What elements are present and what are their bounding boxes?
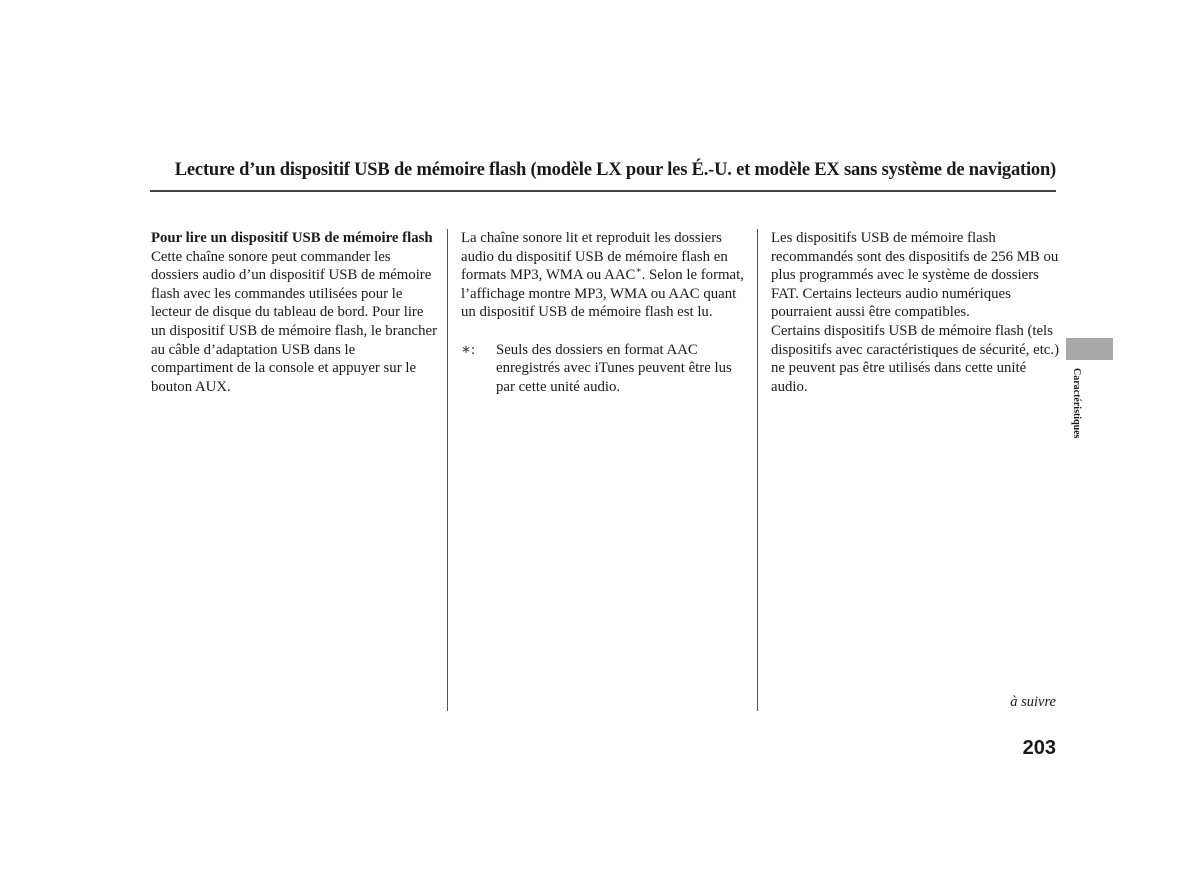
paragraph-usb-intro: Cette chaîne sonore peut commander les dossiers audio d’un dispositif USB de mémoire flash avec les commandes utilisées pour le lecteur de disque du tableau de bord. Pour lire un dispositif USB de mémoire flash, le brancher au câble d’adaptation USB dans le compartiment de la console et appuyer sur le bouton AUX. [151, 248, 438, 395]
section-tab-label: Caractéristiques [1071, 368, 1082, 439]
section-tab-marker [1066, 338, 1113, 360]
formats-text-before: La chaîne sonore lit et reproduit les dossiers audio du dispositif USB de mémoire flash en formats MP3, WMA ou AAC [461, 230, 728, 284]
column-3 [771, 229, 1061, 396]
paragraph-recommended-devices: Les dispositifs USB de mémoire flash recommandés sont des dispositifs de 256 MB ou plus programmés avec le système de dossiers FAT. Certains lecteurs audio numériques pourraient aussi être compatibles. [771, 230, 1059, 321]
footnote-reference: ∗ [635, 265, 642, 276]
section-heading: Pour lire un dispositif USB de mémoire flash [151, 230, 433, 246]
footnote-mark: ∗: [461, 341, 476, 358]
footnote-text: Seuls des dossiers en format AAC enregistrés avec iTunes peuvent être lus par cette unité audio. [496, 341, 732, 395]
paragraph-incompatible-devices: Certains dispositifs USB de mémoire flash (tels dispositifs avec caractéristiques de sécurité, etc.) ne peuvent pas être utilisés dans cette unité audio. [771, 322, 1060, 395]
continued-note: à suivre [1010, 694, 1056, 710]
footnote [461, 341, 751, 397]
column-divider-1 [447, 229, 448, 711]
column-1 [151, 229, 437, 396]
formats-text-after: . Selon le format, l’affichage montre MP3, WMA ou AAC quant un dispositif USB de mémoire flash est lu. [461, 267, 744, 321]
column-divider-2 [757, 229, 758, 711]
page-title: Lecture d’un dispositif USB de mémoire flash (modèle LX pour les É.-U. et modèle EX sans système de navigation) [174, 160, 1056, 180]
title-rule [150, 190, 1056, 192]
paragraph-formats [461, 229, 751, 322]
column-2 [461, 229, 751, 396]
page-number: 203 [1022, 737, 1056, 759]
